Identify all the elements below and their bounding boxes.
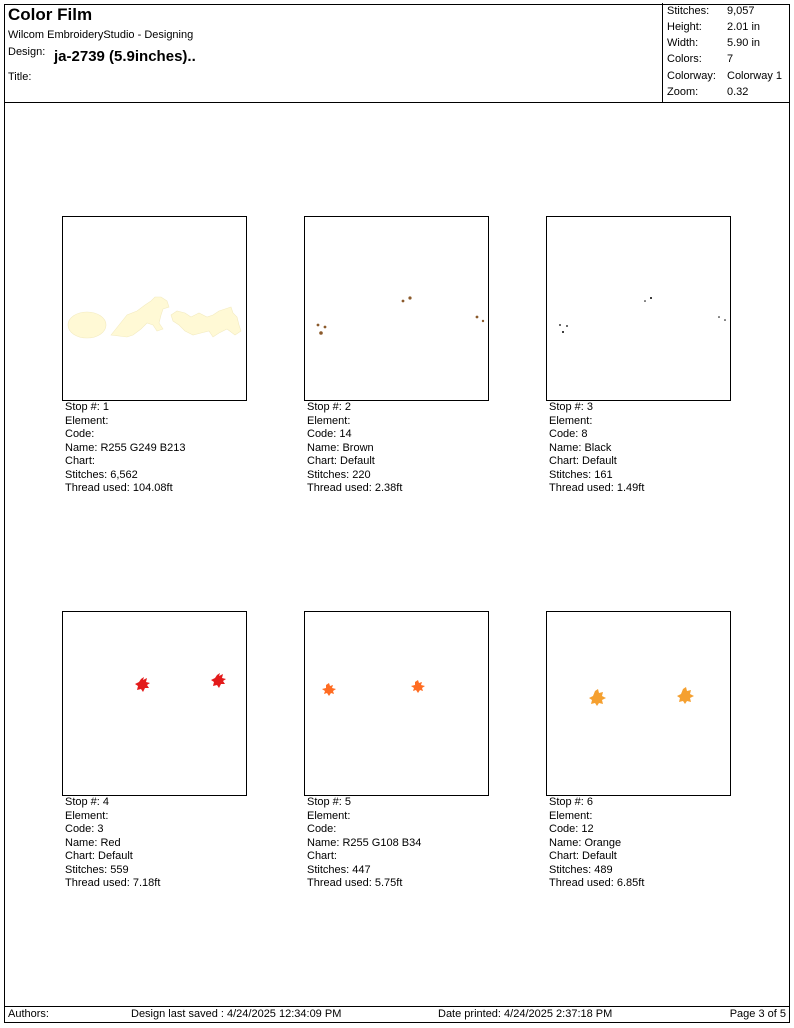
stop-thread-used: Thread used: 5.75ft (307, 877, 403, 889)
stop-number: Stop #: 6 (549, 796, 594, 808)
stop-3-artwork (547, 217, 732, 402)
stop-number: Stop #: 5 (307, 796, 352, 808)
stop-2-artwork (305, 217, 490, 402)
title-label: Title: (8, 71, 32, 83)
stop-name: Name: Orange (549, 836, 622, 849)
report-title: Color Film (8, 5, 93, 24)
stop-element: Element: (307, 414, 351, 427)
stop-info (307, 796, 421, 891)
stop-number: Stop #: 4 (65, 796, 110, 808)
design-label: Design: (8, 46, 46, 58)
stop-thread-used: Thread used: 6.85ft (549, 877, 645, 889)
stop-stitches: Stitches: 220 (307, 468, 371, 481)
footer-page-number: Page 3 of 5 (729, 1008, 786, 1020)
stop-chart: Chart: Default (65, 850, 133, 862)
stop-code: Code: 8 (549, 428, 588, 440)
stop-preview (304, 611, 489, 796)
stop-element: Element: (65, 809, 109, 822)
stop-thread-used: Thread used: 104.08ft (65, 482, 173, 494)
stop-info (65, 401, 185, 496)
stop-preview (546, 216, 731, 401)
footer-date-printed: Date printed: 4/24/2025 2:37:18 PM (438, 1008, 613, 1020)
stop-info (307, 401, 402, 496)
stop-code: Code: 3 (65, 823, 104, 835)
stop-number: Stop #: 1 (65, 401, 110, 413)
stop-stitches: Stitches: 161 (549, 468, 613, 481)
stop-chart: Chart: (65, 455, 95, 467)
stop-stitches: Stitches: 6,562 (65, 468, 138, 481)
report-header (4, 4, 790, 103)
stop-thread-used: Thread used: 1.49ft (549, 482, 645, 494)
stop-stitches: Stitches: 489 (549, 863, 613, 876)
design-stats-panel: Stitches: 9,057 Height: 2.01 in Width: 5.90 in Colors: 7 Colorway: Colorway 1 Zoom: 0.32 (662, 3, 790, 102)
stop-name: Name: Red (65, 836, 121, 849)
stop-info (549, 796, 644, 891)
stop-preview (62, 216, 247, 401)
stop-thread-used: Thread used: 7.18ft (65, 877, 161, 889)
stop-number: Stop #: 2 (307, 401, 352, 413)
stop-chart: Chart: Default (307, 455, 375, 467)
stop-name: Name: R255 G108 B34 (307, 836, 422, 849)
stop-code: Code: 12 (549, 823, 594, 835)
stop-element: Element: (65, 414, 109, 427)
stop-preview (546, 611, 731, 796)
stop-name: Name: Brown (307, 441, 374, 454)
stop-number: Stop #: 3 (549, 401, 594, 413)
stop-chart: Chart: (307, 850, 337, 862)
footer-authors: Authors: (8, 1008, 49, 1020)
stop-info (65, 796, 160, 891)
footer-last-saved: Design last saved : 4/24/2025 12:34:09 PM (131, 1008, 342, 1020)
stop-info (549, 401, 644, 496)
stop-thread-used: Thread used: 2.38ft (307, 482, 403, 494)
stop-element: Element: (549, 809, 593, 822)
stop-name: Name: Black (549, 441, 612, 454)
stop-code: Code: (307, 823, 337, 835)
report-footer (4, 1006, 790, 1023)
stop-6-artwork (547, 612, 732, 797)
stop-chart: Chart: Default (549, 455, 617, 467)
software-name: Wilcom EmbroideryStudio - Designing (8, 29, 194, 41)
stop-element: Element: (307, 809, 351, 822)
stop-4-artwork (63, 612, 248, 797)
stop-1-artwork (63, 217, 248, 402)
stop-element: Element: (549, 414, 593, 427)
stop-preview (304, 216, 489, 401)
stop-code: Code: 14 (307, 428, 352, 440)
stop-preview (62, 611, 247, 796)
stop-chart: Chart: Default (549, 850, 617, 862)
stop-name: Name: R255 G249 B213 (65, 441, 186, 454)
design-name: ja-2739 (5.9inches).. (54, 48, 196, 65)
stop-stitches: Stitches: 559 (65, 863, 129, 876)
stop-code: Code: (65, 428, 95, 440)
stop-5-artwork (305, 612, 490, 797)
stop-stitches: Stitches: 447 (307, 863, 371, 876)
